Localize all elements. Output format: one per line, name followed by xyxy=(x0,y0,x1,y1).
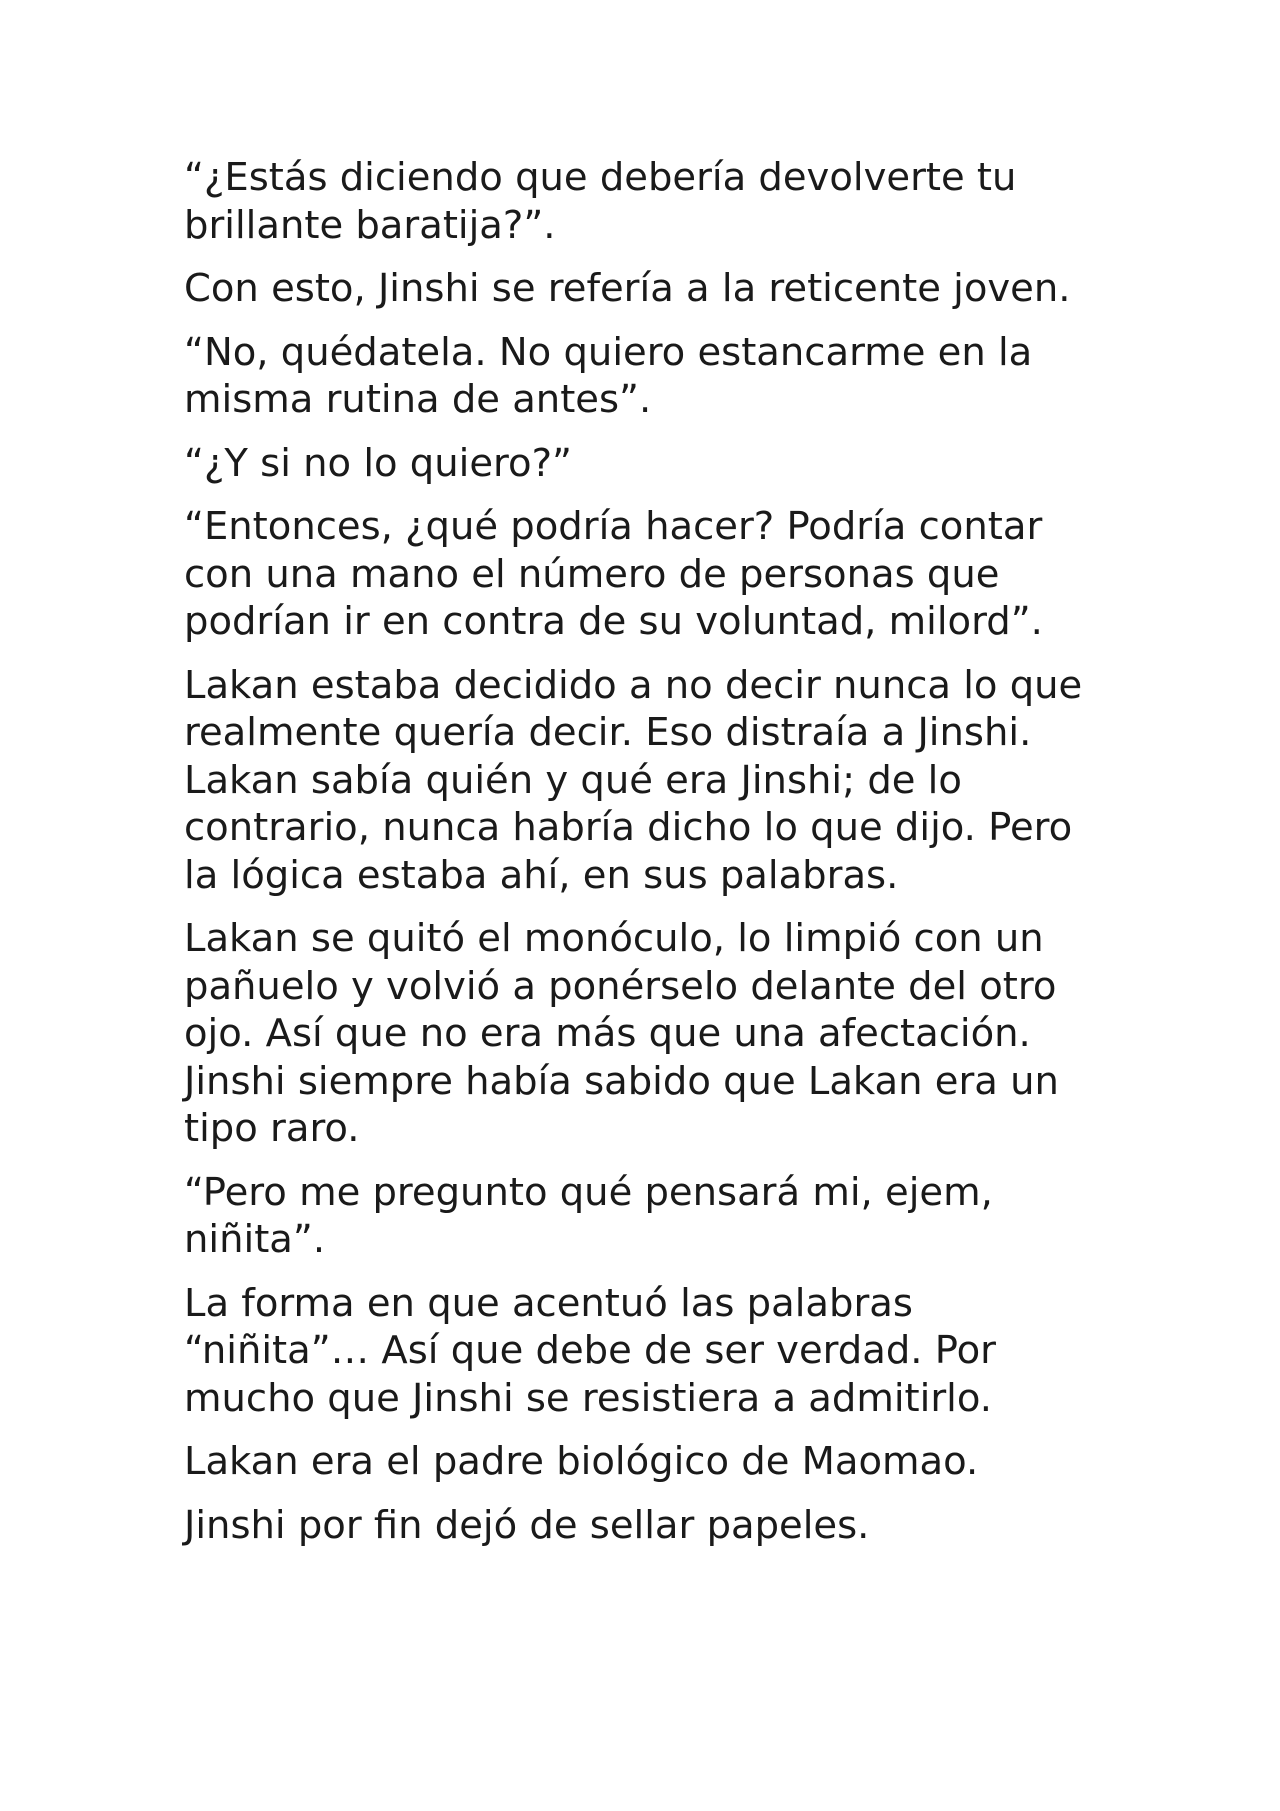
paragraph-4: “¿Y si no lo quiero?” xyxy=(184,440,572,486)
paragraph-7: Lakan se quitó el monóculo, lo limpió con un pañuelo y volvió a ponérselo delante del otro ojo. Así que no era más que una afectación. Jinshi siempre había sabido que Lakan era un tipo raro. xyxy=(184,916,1059,1151)
body-text xyxy=(184,154,1114,1565)
paragraph-11: Jinshi por fin dejó de sellar papeles. xyxy=(184,1502,870,1548)
paragraph-9: La forma en que acentuó las palabras “niñita”… Así que debe de ser verdad. Por mucho que Jinshi se resistiera a admitirlo. xyxy=(184,1280,996,1421)
paragraph-10: Lakan era el padre biológico de Maomao. xyxy=(184,1439,979,1484)
paragraph-2: Con esto, Jinshi se refería a la reticente joven. xyxy=(184,266,1071,311)
paragraph-1: “¿Estás diciendo que debería devolverte tu brillante baratija?”. xyxy=(184,155,1017,248)
paragraph-5: “Entonces, ¿qué podría hacer? Podría contar con una mano el número de personas que podrían ir en contra de su voluntad, milord”. xyxy=(184,504,1043,644)
paragraph-8: “Pero me pregunto qué pensará mi, ejem, niñita”. xyxy=(184,1169,993,1262)
paragraph-6: Lakan estaba decidido a no decir nunca lo que realmente quería decir. Eso distraía a Jinshi. Lakan sabía quién y qué era Jinshi; de lo contrario, nunca habría dicho lo que dijo. Pero la lógica estaba ahí, en sus palabras. xyxy=(184,662,1083,898)
paragraph-3: “No, quédatela. No quiero estancarme en la misma rutina de antes”. xyxy=(184,329,1033,422)
